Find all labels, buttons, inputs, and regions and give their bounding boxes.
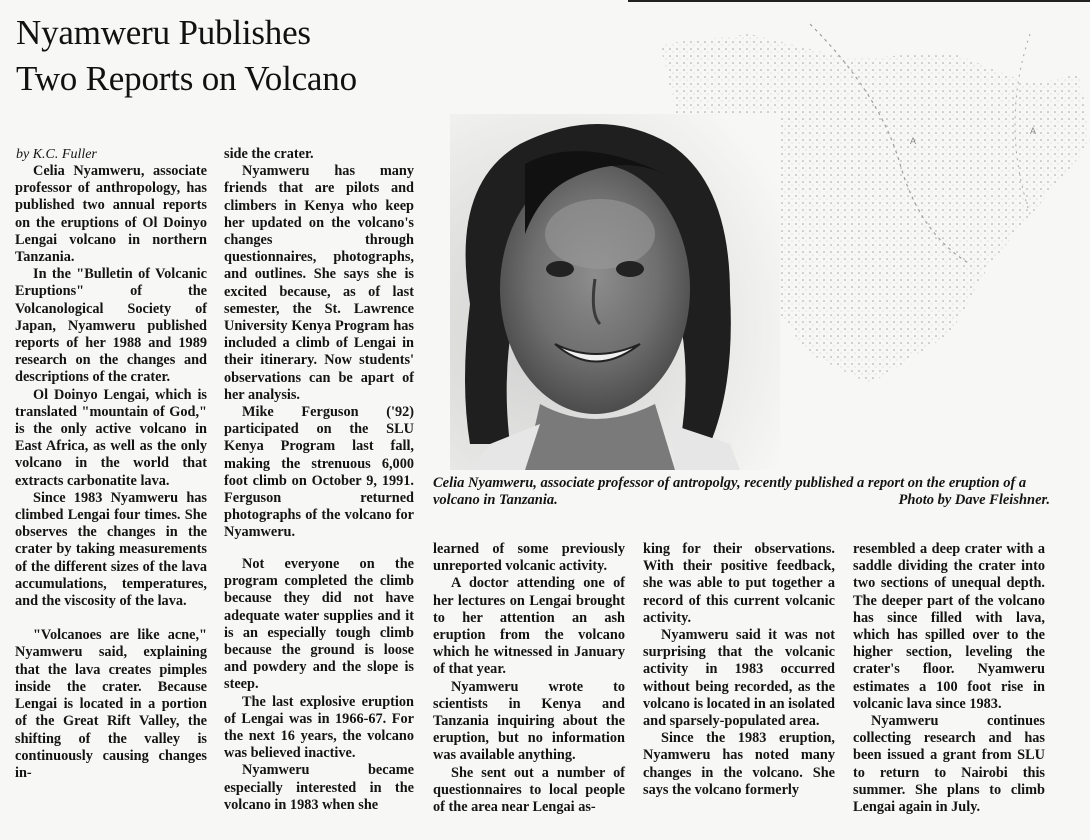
headline bbox=[16, 10, 436, 102]
portrait-photo bbox=[430, 4, 1090, 470]
headline-line-2: Two Reports on Volcano bbox=[16, 59, 357, 98]
byline: by K.C. Fuller bbox=[16, 147, 97, 162]
paragraph: side the crater. bbox=[224, 146, 314, 162]
paragraph: "Volcanoes are like acne," Nyamweru said, explaining that the lava creates pimples inside the crater. Because Lengai is located in a portion of the Great Rift Valley, the shifting of the valley is continuously causing changes in- bbox=[15, 627, 207, 781]
paragraph: Celia Nyamweru, associate professor of anthropology, has published two annual reports on the eruptions of Ol Doinyo Lengai volcano in northern Tanzania. bbox=[15, 163, 207, 266]
paragraph: She sent out a number of questionnaires to local people of the area near Lengai as- bbox=[433, 764, 625, 816]
article-column-2 bbox=[224, 146, 414, 813]
headline-line-1: Nyamweru Publishes bbox=[16, 13, 311, 52]
paragraph: Nyamweru said it was not surprising that the volcanic activity in 1983 occurred without being recorded, as the volcano is located in an isolated and sparsely-populated area. bbox=[643, 627, 835, 730]
article-column-4 bbox=[643, 541, 835, 799]
paragraph: learned of some previously unreported volcanic activity. bbox=[433, 541, 625, 575]
photo-credit: Photo by Dave Fleishner. bbox=[898, 492, 1050, 508]
top-rule bbox=[628, 0, 1090, 2]
paragraph: A doctor attending one of her lectures on Lengai brought to her attention an ash eruption from the volcano which he witnessed in January of that year. bbox=[433, 575, 625, 678]
photo-caption: Celia Nyamweru, associate professor of antropolgy, recently published a report on the eruption of a volcano in Tanzania. bbox=[433, 475, 1027, 508]
paragraph: Nyamweru has many friends that are pilots and climbers in Kenya who keep her updated on the volcano's changes through questionnaires, photographs, and outlines. She says she is excited because, as of last semester, the St. Lawrence University Kenya Program has included a climb of Lengai in their itinerary. Now students' observations can be apart of her analysis. bbox=[224, 163, 414, 403]
paragraph: In the "Bulletin of Volcanic Eruptions" of the Volcanological Society of Japan, Nyamweru published reports of her 1988 and 1989 research on the changes and descriptions of the crater. bbox=[15, 266, 207, 386]
paragraph: Mike Ferguson ('92) participated on the SLU Kenya Program last fall, making the strenuous 6,000 foot climb on October 9, 1991. Ferguson returned photographs of the volcano for Nyamweru. bbox=[224, 404, 414, 541]
paragraph: Since 1983 Nyamweru has climbed Lengai four times. She observes the changes in the crater by taking measurements of the different sizes of the lava accumulations, temperatures, and the viscosity of the lava. bbox=[15, 489, 207, 610]
svg-text:A: A bbox=[1030, 126, 1037, 136]
paragraph: Ol Doinyo Lengai, which is translated "mountain of God," is the only active volcano in East Africa, as well as the only volcano in the world that extracts carbonatite lava. bbox=[15, 386, 207, 489]
paragraph: Nyamweru wrote to scientists in Kenya and Tanzania inquiring about the eruption, but no information was available anything. bbox=[433, 678, 625, 764]
paragraph: Nyamweru became especially interested in the volcano in 1983 when she bbox=[224, 762, 414, 813]
article-column-5 bbox=[853, 541, 1045, 816]
paragraph: Not everyone on the program completed the climb because they did not have adequate water supplies and it is an especially tough climb because the ground is loose and powdery and the slope is steep. bbox=[224, 556, 414, 693]
portrait-photo-image bbox=[430, 4, 1090, 470]
paragraph: king for their observations. With their positive feedback, she was able to put together a record of this current volcanic activity. bbox=[643, 541, 835, 626]
svg-text:A: A bbox=[910, 136, 917, 146]
paragraph: resembled a deep crater with a saddle dividing the crater into two sections of unequal depth. The deeper part of the volcano has since filled with lava, which has spilled over to the higher section, leveling the crater's floor. Nyamweru estimates a 100 foot rise in volcanic lava since 1983. bbox=[853, 541, 1045, 712]
article-column-2-continued bbox=[224, 556, 414, 814]
paragraph: Nyamweru continues collecting research and has been issued a grant from SLU to return to Nairobi this summer. She plans to climb Lengai again in July. bbox=[853, 713, 1045, 816]
paragraph: Since the 1983 eruption, Nyamweru has noted many changes in the volcano. She says the volcano formerly bbox=[643, 730, 835, 798]
paragraph: The last explosive eruption of Lengai was in 1966-67. For the next 16 years, the volcano was believed inactive. bbox=[224, 693, 414, 762]
article-column-1 bbox=[15, 163, 207, 782]
article-column-3 bbox=[433, 541, 625, 816]
